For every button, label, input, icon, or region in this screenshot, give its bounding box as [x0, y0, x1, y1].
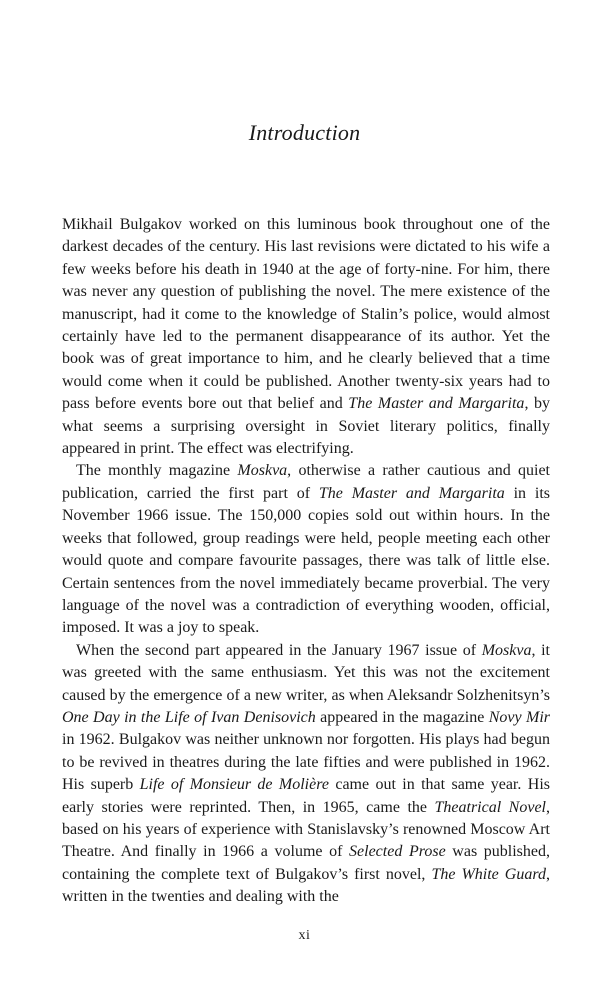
book-title-the-white-guard: The White Guard	[431, 865, 546, 883]
magazine-title-novy-mir: Novy Mir	[488, 708, 550, 726]
text-run: , written in the twenties and dealing with the	[62, 865, 550, 906]
book-title-theatrical-novel: Theatrical Novel	[434, 798, 546, 816]
text-run: was published, containing the complete text of Bulgakov’s first novel,	[62, 843, 550, 883]
paragraph-1	[62, 214, 550, 460]
text-run: , it was greeted with the same enthusiasm. Yet this was not the excitement caused by the emergence of a new writer, as when Aleksandr Solzhenitsyn’s	[62, 641, 550, 704]
magazine-title-moskva: Moskva	[237, 462, 288, 480]
book-title-the-master-and-margarita: The Master and Margarita	[318, 484, 505, 502]
paragraph-3	[62, 640, 550, 909]
text-run: , based on his years of experience with Stanislavsky’s renowned Moscow Art Theatre. And finally in 1966 a volume of	[62, 798, 550, 861]
body-text	[62, 214, 550, 909]
book-title-one-day-in-the-life-of-ivan-denisovich: One Day in the Life of Ivan Denisovich	[62, 708, 316, 726]
paragraph-2	[62, 460, 550, 639]
chapter-title: Introduction	[248, 120, 361, 145]
text-run: The monthly magazine	[76, 462, 238, 480]
text-run: came out in that same year. His early stories were reprinted. Then, in 1965, came the	[62, 776, 550, 816]
text-run: in its November 1966 issue. The 150,000 copies sold out within hours. In the weeks that followed, group readings were held, people meeting each other would quote and compare favourite passages, there was talk of little else. Certain sentences from the novel immediately became proverbial. The very language of the novel was a contradiction of everything wooden, official, imposed. It was a joy to speak.	[62, 484, 550, 637]
book-title-selected-prose: Selected Prose	[349, 843, 446, 861]
text-run: When the second part appeared in the January 1967 issue of	[76, 641, 482, 659]
text-run: Mikhail Bulgakov worked on this luminous book throughout one of the darkest decades of the century. His last revisions were dictated to his wife a few weeks before his death in 1940 at the age of forty-nine. For him, there was never any question of publishing the novel. The mere existence of the manuscript, had it come to the knowledge of Stalin’s police, would almost certainly have led to the permanent disappearance of its author. Yet the book was of great importance to him, and he clearly believed that a time would come when it could be published. Another twenty-six years had to pass before events bore out that belief and	[62, 216, 550, 413]
page-number: xi	[298, 928, 311, 943]
text-run: in 1962. Bulgakov was neither unknown nor forgotten. His plays had begun to be revived in theatres during the late fifties and were published in 1962. His superb	[62, 731, 550, 794]
magazine-title-moskva: Moskva	[481, 641, 532, 659]
book-title-the-master-and-margarita: The Master and Margarita	[348, 395, 525, 413]
book-title-life-of-monsieur-de-moliere: Life of Monsieur de Molière	[139, 776, 329, 794]
text-run: appeared in the magazine	[315, 708, 489, 726]
text-run: , otherwise a rather cautious and quiet publication, carried the first part of	[62, 462, 550, 502]
text-run: , by what seems a surprising oversight in Soviet literary politics, finally appeared in print. The effect was electrifying.	[62, 395, 551, 458]
